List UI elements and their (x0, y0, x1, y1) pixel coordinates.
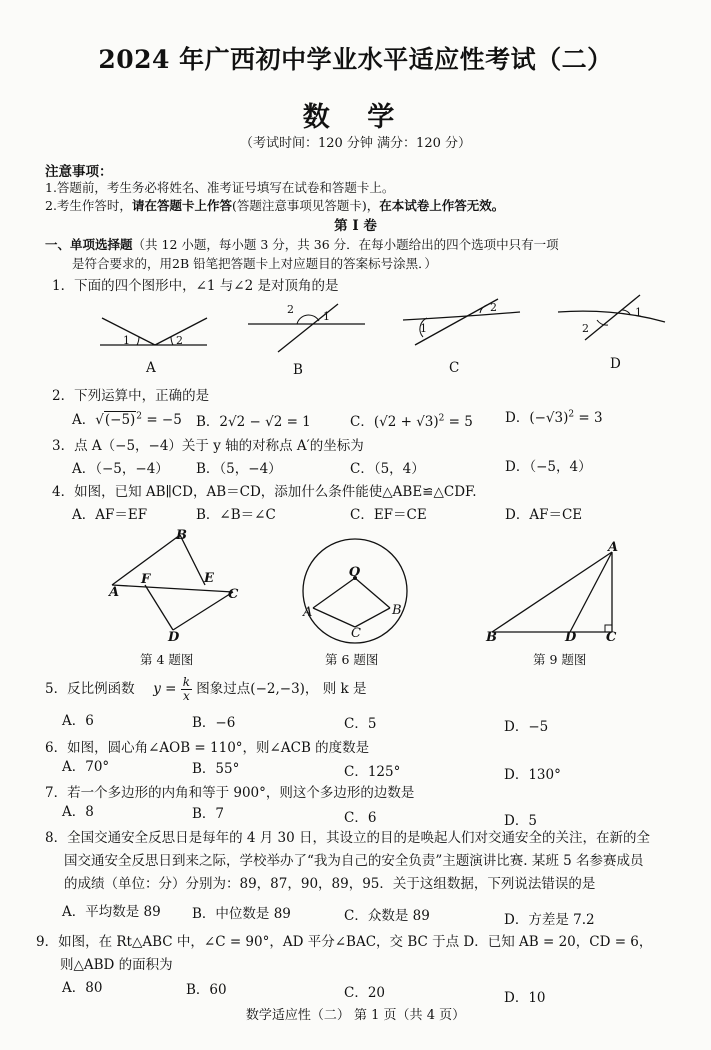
q2-stem: 2．下列运算中，正确的是 (52, 388, 210, 404)
q8-option-b: B．中位数是 89 (192, 906, 291, 922)
fig4-caption: 第 4 题图 (140, 652, 194, 667)
volume-label: 第 Ⅰ 卷 (334, 218, 377, 234)
q3-option-c: C．（5，4） (350, 461, 425, 477)
notes-item-2: 2.考生作答时，请在答题卡上作答(答题注意事项见答题卡)，在本试卷上作答无效。 (45, 198, 505, 213)
fig6-label-c: C (351, 626, 361, 641)
q5-option-d: D．−5 (504, 719, 549, 735)
q1-d-angle-1: 1 (635, 306, 642, 319)
q8-option-d: D．方差是 7.2 (504, 912, 595, 928)
section-1-line-1: 一、单项选择题（共 12 小题，每小题 3 分，共 36 分．在每小题给出的四个选项中只有一项 (45, 237, 559, 252)
q3-option-b: B．（5，−4） (196, 461, 282, 477)
q9-option-c: C．20 (344, 985, 386, 1001)
q1-label-d: D (610, 356, 621, 372)
q1-label-c: C (449, 360, 460, 376)
q1-a-angle-2: 2 (176, 334, 183, 347)
q2-option-c: C．$(√2 + √3)^2 = 5$ (350, 413, 473, 430)
fig4-label-d: D (168, 630, 180, 645)
q5-fraction: $\frac{k}{x}$ (182, 675, 190, 703)
q1-label-b: B (293, 362, 303, 378)
fig6-label-o: O (349, 565, 361, 580)
q3-stem: 3．点 A（−5，−4）关于 y 轴的对称点 A′的坐标为 (52, 438, 364, 454)
fig9-label-d: D (565, 630, 577, 645)
q1-b-angle-1: 1 (323, 310, 330, 323)
fig9-label-c: C (606, 630, 617, 645)
q4-option-c: C．EF＝CE (350, 507, 427, 523)
fig9-label-b: B (486, 630, 497, 645)
q4-option-a: A．AF＝EF (72, 507, 148, 523)
q7-option-c: C．6 (344, 810, 377, 826)
fig9-caption: 第 9 题图 (533, 652, 587, 667)
time-info: （考试时间：120 分钟 满分：120 分） (239, 136, 472, 151)
q5-option-a: A．6 (62, 713, 94, 729)
q2-option-a: A．$√(-5)^2 = -5$ (72, 411, 182, 428)
fig9-label-a: A (608, 540, 619, 555)
fig4-label-b: B (176, 528, 187, 543)
q6-option-a: A．70° (62, 759, 110, 775)
q1-stem: 1．下面的四个图形中，∠1 与∠2 是对顶角的是 (52, 278, 339, 294)
q1-c-angle-1: 1 (420, 322, 427, 335)
q9-line-2: 则△ABD 的面积为 (60, 957, 173, 973)
q8-line-3: 的成绩（单位：分）分别为：89，87，90，89，95．关于这组数据，下列说法错误的是 (64, 876, 596, 892)
notes-item-1: 1.答题前，考生务必将姓名、准考证号填写在试卷和答题卡上。 (45, 180, 395, 195)
exam-title: 2024 年广西初中学业水平适应性考试（二） (98, 45, 613, 74)
q7-option-d: D．5 (504, 813, 537, 829)
fig6-label-a: A (303, 605, 313, 620)
fig6-caption: 第 6 题图 (325, 652, 379, 667)
q4-option-b: B．∠B＝∠C (196, 507, 276, 523)
q3-option-d: D．（−5，4） (505, 459, 592, 475)
q3-option-a: A．（−5，−4） (72, 461, 169, 477)
q7-stem: 7．若一个多边形的内角和等于 900°，则这个多边形的边数是 (45, 785, 415, 801)
q9-option-b: B．60 (186, 982, 227, 998)
notes-heading: 注意事项： (45, 164, 113, 180)
q5-option-b: B．−6 (192, 715, 236, 731)
fig4-label-c: C (228, 587, 239, 602)
q2-option-b: B．2√2 − √2 = 1 (196, 414, 311, 430)
q6-option-b: B．55° (192, 761, 240, 777)
q5-stem: 5．反比例函数 y = $\frac{k}{x}$ 图象过点(−2,−3)， 则 k 是 (45, 675, 367, 703)
q8-option-c: C．众数是 89 (344, 908, 430, 924)
q5-option-c: C．5 (344, 716, 377, 732)
q7-option-a: A．8 (62, 804, 94, 820)
q1-figure-a (95, 315, 215, 355)
q1-figure-d (555, 290, 670, 350)
figure-9 (480, 540, 620, 640)
q1-a-angle-1: 1 (123, 334, 130, 347)
q1-b-angle-2: 2 (287, 303, 294, 316)
fig6-label-b: B (392, 603, 402, 618)
q6-stem: 6．如图，圆心角∠AOB = 110°，则∠ACB 的度数是 (45, 740, 370, 756)
q7-option-b: B．7 (192, 806, 225, 822)
q1-d-angle-2: 2 (582, 322, 589, 335)
q1-figure-c (400, 295, 525, 355)
fig4-label-e: E (204, 571, 214, 586)
q1-c-angle-2: 2 (490, 301, 497, 314)
section-1-line-2: 是符合要求的，用2B 铅笔把答题卡上对应题目的答案标号涂黑．） (72, 256, 437, 271)
q4-stem: 4．如图，已知 AB∥CD，AB＝CD，添加什么条件能使△ABE≌△CDF. (52, 484, 477, 500)
q9-line-1: 9．如图，在 Rt△ABC 中，∠C = 90°，AD 平分∠BAC，交 BC 于点 D．已知 AB = 20，CD = 6， (36, 934, 653, 950)
q9-option-a: A．80 (62, 980, 103, 996)
page-footer: 数学适应性（二） 第 1 页（共 4 页） (245, 1008, 466, 1023)
q8-line-2: 国交通安全反思日到来之际，学校举办了“我为自己的安全负责”主题演讲比赛. 某班 5 名参赛成员 (64, 853, 644, 869)
q1-label-a: A (146, 360, 156, 376)
q6-option-d: D．130° (504, 767, 561, 783)
q8-option-a: A．平均数是 89 (62, 904, 161, 920)
figure-4 (100, 530, 250, 640)
q2-option-d: D．$(-√3)^2 = 3$ (505, 409, 603, 426)
q1-figure-b (245, 300, 370, 355)
q4-option-d: D．AF＝CE (505, 507, 583, 523)
q8-line-1: 8．全国交通安全反思日是每年的 4 月 30 日，其设立的目的是唤起人们对交通安全的关注，在新的全 (45, 830, 651, 846)
fig4-label-f: F (141, 572, 151, 587)
q6-option-c: C．125° (344, 764, 401, 780)
fig4-label-a: A (109, 585, 120, 600)
q9-option-d: D．10 (504, 990, 546, 1006)
subject-title: 数 学 (302, 102, 409, 133)
